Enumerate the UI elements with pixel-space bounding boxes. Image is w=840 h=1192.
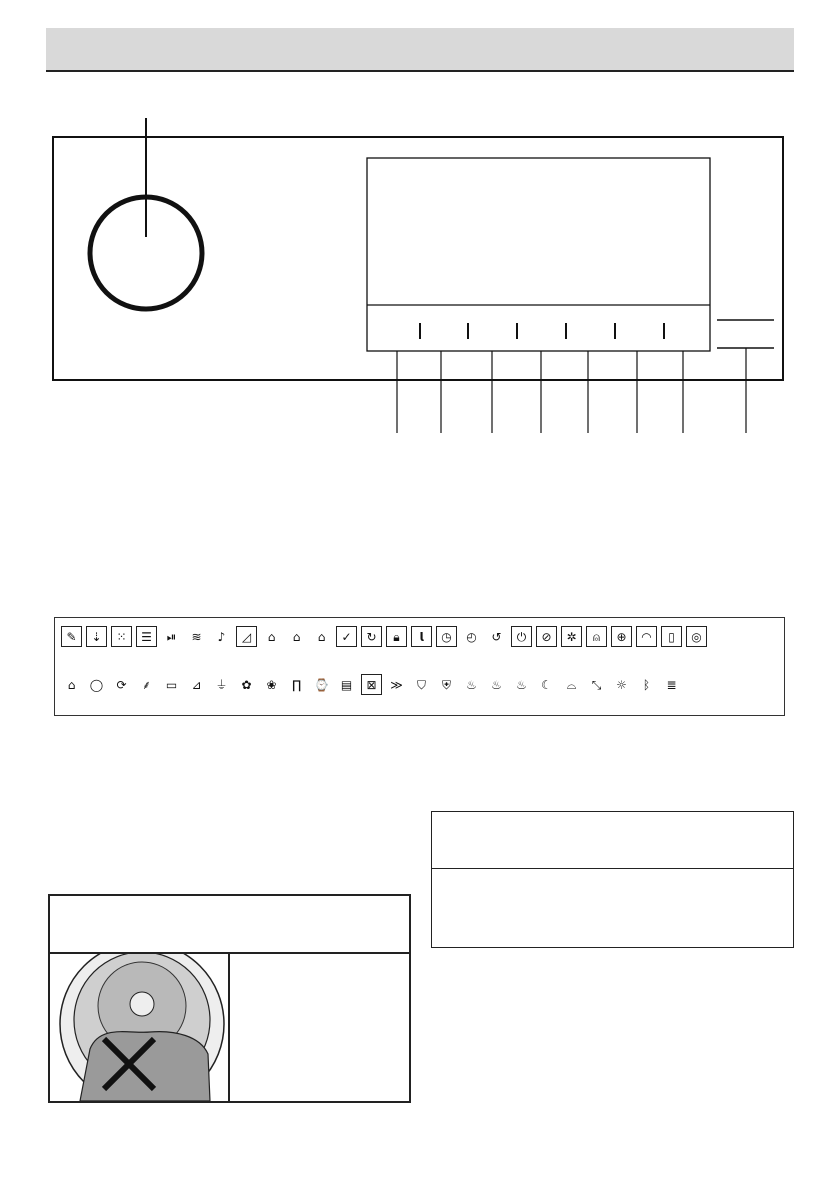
- bedding-icon: ▤: [336, 674, 357, 695]
- remote-icon: ◎: [686, 626, 707, 647]
- anti-allergy-icon: ✲: [561, 626, 582, 647]
- shirt-timer-icon: ⌚: [311, 674, 332, 695]
- drum-icon: ◯: [86, 674, 107, 695]
- phone-icon: ▯: [661, 626, 682, 647]
- warning-box-title: [50, 896, 409, 954]
- drum-illustration-svg: [50, 954, 228, 1101]
- section-header-bar: [46, 28, 794, 72]
- note-box: [431, 811, 794, 948]
- sun-box-icon: ☼: [611, 674, 632, 695]
- drum-overload-illustration: [50, 954, 230, 1101]
- shirt-cycle-icon: ⟳: [111, 674, 132, 695]
- wifi-icon: ◠: [636, 626, 657, 647]
- cotton-icon: ❀: [261, 674, 282, 695]
- note-box-text: [432, 869, 793, 947]
- bell-icon: ♪: [211, 626, 232, 647]
- hanger-icon: ⌂: [61, 674, 82, 695]
- symbol-row-2: [61, 674, 682, 695]
- pen-icon: ✎: [61, 626, 82, 647]
- steam-icon: ♨: [461, 674, 482, 695]
- express-icon: ≫: [386, 674, 407, 695]
- jeans-icon: ∏: [286, 674, 307, 695]
- delay-icon: ↺: [486, 626, 507, 647]
- control-panel-svg: [0, 100, 840, 440]
- cotton-eco-icon: ✿: [236, 674, 257, 695]
- symbol-row-1: [61, 626, 707, 647]
- steam-plus-icon: ♨: [486, 674, 507, 695]
- label-icon: ≣: [661, 674, 682, 695]
- warning-box-text: [232, 954, 409, 1101]
- mixed-icon: ⊿: [186, 674, 207, 695]
- shirt-icon: ⍝: [586, 626, 607, 647]
- feather-icon: ⸙: [136, 674, 157, 695]
- play-pause-icon: ⏯: [161, 626, 182, 647]
- shield-heart-icon: ⛉: [411, 674, 432, 695]
- list-icon: ☰: [136, 626, 157, 647]
- bluetooth-icon: ᛒ: [636, 674, 657, 695]
- towel-icon: ▭: [161, 674, 182, 695]
- clock-icon: ◷: [436, 626, 457, 647]
- flask-icon: ⏚: [211, 674, 232, 695]
- hanger-2-icon: ⌂: [261, 626, 282, 647]
- control-panel-diagram: [0, 100, 840, 440]
- hanger-2-plusplus-icon: ⌂: [311, 626, 332, 647]
- night-icon: ☾: [536, 674, 557, 695]
- power-icon: ⏻: [511, 626, 532, 647]
- curtain-icon: ⌓: [561, 674, 582, 695]
- expand-icon: ⤡: [586, 674, 607, 695]
- dots-grid-icon: ⁙: [111, 626, 132, 647]
- button-ticks: [420, 323, 664, 339]
- shield-plus-icon: ⛨: [436, 674, 457, 695]
- steam-plusplus-icon: ♨: [511, 674, 532, 695]
- check-circle-icon: ✓: [336, 626, 357, 647]
- note-box-title: [432, 812, 793, 869]
- lock-icon: 🔒︎: [386, 626, 407, 647]
- heat-waves-icon: ≋: [186, 626, 207, 647]
- iron-icon: ◿: [236, 626, 257, 647]
- panel-outline: [53, 137, 783, 380]
- rotate-icon: ↻: [361, 626, 382, 647]
- display-outline: [367, 158, 710, 351]
- thermometer-icon: 𝗹: [411, 626, 432, 647]
- download-icon: ⇣: [86, 626, 107, 647]
- globe-icon: ⊕: [611, 626, 632, 647]
- callout-lines: [397, 348, 746, 433]
- hanger-2-plus-icon: ⌂: [286, 626, 307, 647]
- no-crease-icon: ⊘: [536, 626, 557, 647]
- refresh-box-icon: ⊠: [361, 674, 382, 695]
- warning-box: [48, 894, 411, 1103]
- timer-icon: ◴: [461, 626, 482, 647]
- symbol-legend-strip: [54, 617, 785, 716]
